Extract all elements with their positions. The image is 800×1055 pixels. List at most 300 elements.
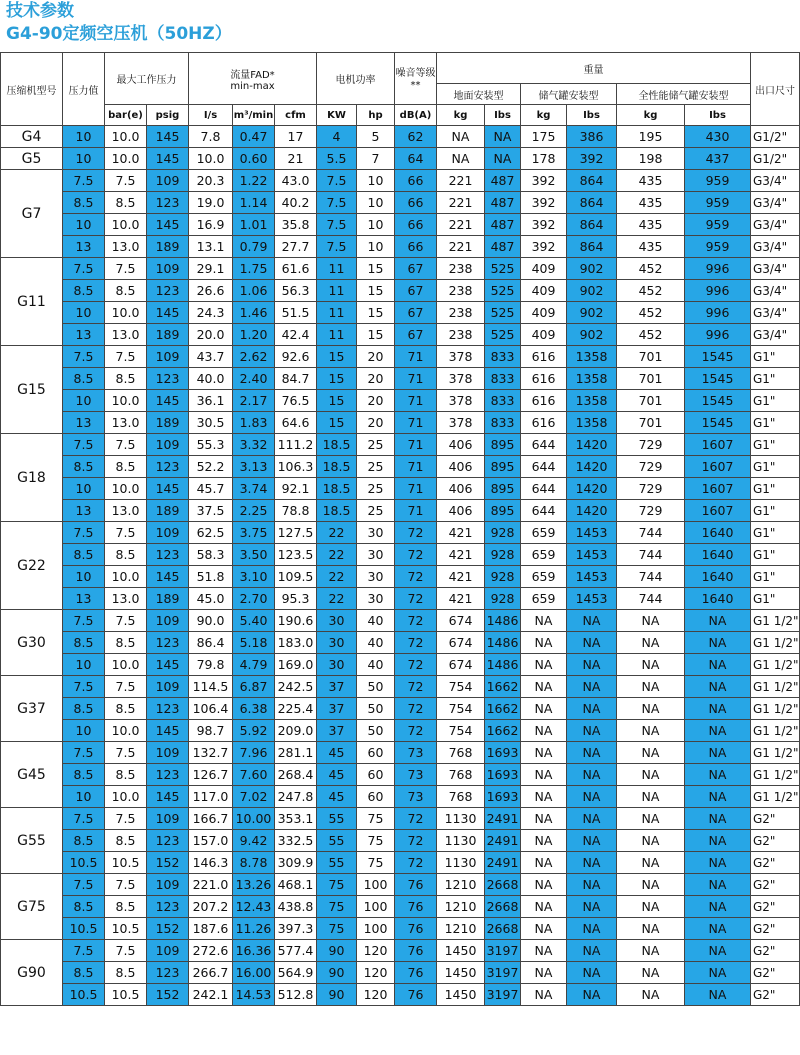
table-row xyxy=(1,434,800,456)
cell-m3: 0.47 xyxy=(233,126,275,148)
cell-hp: 25 xyxy=(357,500,395,522)
cell-outlet: G1 1/2" xyxy=(751,764,800,786)
cell-bar: 7.5 xyxy=(105,676,147,698)
cell-kg-ground: 406 xyxy=(437,478,485,500)
cell-pressure: 7.5 xyxy=(63,346,105,368)
table-row xyxy=(1,258,800,280)
cell-lbs-ground: 1486 xyxy=(485,610,521,632)
cell-kg-full: 729 xyxy=(617,478,685,500)
cell-kg-tank: NA xyxy=(521,852,567,874)
cell-bar: 7.5 xyxy=(105,434,147,456)
cell-kg-full: 701 xyxy=(617,368,685,390)
cell-ls: 40.0 xyxy=(189,368,233,390)
cell-bar: 8.5 xyxy=(105,764,147,786)
cell-db: 72 xyxy=(395,808,437,830)
cell-bar: 13.0 xyxy=(105,324,147,346)
cell-ls: 24.3 xyxy=(189,302,233,324)
cell-lbs-ground: 895 xyxy=(485,434,521,456)
table-row xyxy=(1,896,800,918)
cell-hp: 10 xyxy=(357,236,395,258)
cell-kg-ground: 406 xyxy=(437,456,485,478)
cell-lbs-tank: NA xyxy=(567,676,617,698)
cell-lbs-tank: NA xyxy=(567,918,617,940)
model-cell: G90 xyxy=(1,940,63,1006)
cell-lbs-ground: 833 xyxy=(485,390,521,412)
table-row xyxy=(1,742,800,764)
cell-kg-ground: 768 xyxy=(437,764,485,786)
cell-db: 71 xyxy=(395,434,437,456)
cell-lbs-full: NA xyxy=(685,808,751,830)
cell-ls: 26.6 xyxy=(189,280,233,302)
cell-cfm: 225.4 xyxy=(275,698,317,720)
cell-kg-full: NA xyxy=(617,940,685,962)
cell-ls: 10.0 xyxy=(189,148,233,170)
cell-pressure: 8.5 xyxy=(63,280,105,302)
cell-psig: 123 xyxy=(147,280,189,302)
cell-hp: 20 xyxy=(357,346,395,368)
cell-lbs-full: 1545 xyxy=(685,368,751,390)
noise-note: ** xyxy=(410,79,421,91)
cell-lbs-ground: 833 xyxy=(485,368,521,390)
cell-lbs-full: NA xyxy=(685,720,751,742)
cell-lbs-tank: 1358 xyxy=(567,390,617,412)
cell-db: 73 xyxy=(395,786,437,808)
cell-pressure: 8.5 xyxy=(63,698,105,720)
cell-kw: 37 xyxy=(317,720,357,742)
table-row xyxy=(1,720,800,742)
cell-lbs-tank: 392 xyxy=(567,148,617,170)
header-fad xyxy=(189,53,317,105)
cell-outlet: G1" xyxy=(751,346,800,368)
cell-hp: 15 xyxy=(357,324,395,346)
cell-hp: 75 xyxy=(357,830,395,852)
cell-m3: 1.01 xyxy=(233,214,275,236)
cell-pressure: 10 xyxy=(63,126,105,148)
cell-ls: 207.2 xyxy=(189,896,233,918)
table-row xyxy=(1,764,800,786)
cell-kg-ground: 421 xyxy=(437,566,485,588)
fad-range: min-max xyxy=(230,80,275,92)
cell-outlet: G1" xyxy=(751,566,800,588)
cell-kg-ground: 674 xyxy=(437,632,485,654)
cell-m3: 1.83 xyxy=(233,412,275,434)
model-cell: G55 xyxy=(1,808,63,874)
header-pressure: 压力值 xyxy=(63,53,105,126)
cell-kg-full: NA xyxy=(617,720,685,742)
table-row xyxy=(1,962,800,984)
fad-label: 流量FAD* xyxy=(230,69,275,81)
cell-psig: 123 xyxy=(147,764,189,786)
cell-bar: 10.0 xyxy=(105,566,147,588)
cell-kg-tank: 409 xyxy=(521,302,567,324)
table-row xyxy=(1,192,800,214)
cell-kg-ground: 421 xyxy=(437,522,485,544)
cell-psig: 123 xyxy=(147,962,189,984)
cell-kw: 7.5 xyxy=(317,236,357,258)
cell-hp: 50 xyxy=(357,720,395,742)
cell-kg-tank: NA xyxy=(521,654,567,676)
cell-lbs-ground: 895 xyxy=(485,478,521,500)
cell-lbs-full: NA xyxy=(685,984,751,1006)
cell-db: 76 xyxy=(395,918,437,940)
cell-pressure: 7.5 xyxy=(63,610,105,632)
cell-ls: 16.9 xyxy=(189,214,233,236)
cell-db: 72 xyxy=(395,654,437,676)
header-max-pressure: 最大工作压力 xyxy=(105,53,189,105)
cell-kg-ground: 406 xyxy=(437,434,485,456)
cell-lbs-full: NA xyxy=(685,786,751,808)
cell-lbs-ground: 2491 xyxy=(485,852,521,874)
cell-bar: 10.0 xyxy=(105,478,147,500)
cell-outlet: G3/4" xyxy=(751,236,800,258)
cell-bar: 7.5 xyxy=(105,258,147,280)
cell-lbs-tank: 1453 xyxy=(567,544,617,566)
cell-lbs-full: 1607 xyxy=(685,478,751,500)
cell-kg-ground: 754 xyxy=(437,698,485,720)
cell-kg-ground: 378 xyxy=(437,368,485,390)
cell-cfm: 127.5 xyxy=(275,522,317,544)
cell-kw: 7.5 xyxy=(317,214,357,236)
cell-lbs-full: NA xyxy=(685,896,751,918)
cell-pressure: 10 xyxy=(63,302,105,324)
cell-cfm: 35.8 xyxy=(275,214,317,236)
cell-lbs-tank: 1420 xyxy=(567,434,617,456)
cell-cfm: 242.5 xyxy=(275,676,317,698)
header-fullfeature: 全性能储气罐安装型 xyxy=(617,84,751,105)
cell-pressure: 10 xyxy=(63,786,105,808)
cell-m3: 2.70 xyxy=(233,588,275,610)
cell-kg-tank: 644 xyxy=(521,456,567,478)
cell-lbs-tank: 1358 xyxy=(567,368,617,390)
cell-psig: 189 xyxy=(147,324,189,346)
cell-lbs-tank: 864 xyxy=(567,192,617,214)
cell-lbs-tank: NA xyxy=(567,808,617,830)
cell-hp: 15 xyxy=(357,302,395,324)
table-row xyxy=(1,478,800,500)
cell-kg-full: NA xyxy=(617,830,685,852)
cell-kg-tank: NA xyxy=(521,632,567,654)
cell-kg-tank: 616 xyxy=(521,412,567,434)
cell-m3: 11.26 xyxy=(233,918,275,940)
cell-hp: 10 xyxy=(357,170,395,192)
cell-cfm: 190.6 xyxy=(275,610,317,632)
cell-m3: 9.42 xyxy=(233,830,275,852)
cell-lbs-ground: 2668 xyxy=(485,918,521,940)
cell-kg-full: 729 xyxy=(617,500,685,522)
cell-outlet: G3/4" xyxy=(751,214,800,236)
cell-bar: 13.0 xyxy=(105,412,147,434)
cell-kg-full: NA xyxy=(617,764,685,786)
cell-kg-full: NA xyxy=(617,896,685,918)
cell-lbs-full: 430 xyxy=(685,126,751,148)
cell-lbs-tank: 386 xyxy=(567,126,617,148)
cell-kw: 45 xyxy=(317,764,357,786)
cell-cfm: 123.5 xyxy=(275,544,317,566)
cell-pressure: 8.5 xyxy=(63,896,105,918)
cell-outlet: G2" xyxy=(751,984,800,1006)
cell-db: 71 xyxy=(395,478,437,500)
cell-kg-ground: 238 xyxy=(437,324,485,346)
cell-hp: 30 xyxy=(357,588,395,610)
cell-bar: 7.5 xyxy=(105,742,147,764)
cell-bar: 10.0 xyxy=(105,214,147,236)
cell-hp: 15 xyxy=(357,258,395,280)
cell-lbs-ground: 1486 xyxy=(485,654,521,676)
model-cell: G30 xyxy=(1,610,63,676)
model-cell: G22 xyxy=(1,522,63,610)
cell-outlet: G1 1/2" xyxy=(751,632,800,654)
table-row xyxy=(1,940,800,962)
cell-kg-tank: 659 xyxy=(521,566,567,588)
cell-psig: 123 xyxy=(147,830,189,852)
cell-kw: 5.5 xyxy=(317,148,357,170)
cell-cfm: 61.6 xyxy=(275,258,317,280)
cell-psig: 109 xyxy=(147,874,189,896)
cell-hp: 10 xyxy=(357,192,395,214)
cell-pressure: 7.5 xyxy=(63,742,105,764)
cell-ls: 20.3 xyxy=(189,170,233,192)
cell-kg-ground: 221 xyxy=(437,214,485,236)
cell-hp: 100 xyxy=(357,896,395,918)
cell-m3: 5.40 xyxy=(233,610,275,632)
cell-outlet: G3/4" xyxy=(751,192,800,214)
cell-kg-full: 435 xyxy=(617,192,685,214)
cell-m3: 3.13 xyxy=(233,456,275,478)
cell-db: 66 xyxy=(395,236,437,258)
cell-lbs-full: 959 xyxy=(685,236,751,258)
cell-kw: 18.5 xyxy=(317,434,357,456)
cell-kw: 75 xyxy=(317,918,357,940)
cell-lbs-full: NA xyxy=(685,918,751,940)
cell-cfm: 468.1 xyxy=(275,874,317,896)
cell-outlet: G2" xyxy=(751,962,800,984)
cell-outlet: G1" xyxy=(751,478,800,500)
cell-lbs-full: 996 xyxy=(685,324,751,346)
cell-cfm: 106.3 xyxy=(275,456,317,478)
cell-kg-tank: NA xyxy=(521,962,567,984)
cell-kg-full: NA xyxy=(617,676,685,698)
cell-kg-full: NA xyxy=(617,918,685,940)
cell-kg-full: 452 xyxy=(617,324,685,346)
cell-cfm: 268.4 xyxy=(275,764,317,786)
cell-lbs-ground: 928 xyxy=(485,588,521,610)
cell-kw: 18.5 xyxy=(317,478,357,500)
cell-lbs-full: NA xyxy=(685,632,751,654)
cell-kw: 22 xyxy=(317,566,357,588)
cell-outlet: G2" xyxy=(751,940,800,962)
cell-kg-tank: 644 xyxy=(521,434,567,456)
cell-db: 72 xyxy=(395,544,437,566)
cell-kg-ground: 768 xyxy=(437,742,485,764)
header-tank: 储气罐安装型 xyxy=(521,84,617,105)
cell-bar: 10.0 xyxy=(105,302,147,324)
cell-ls: 30.5 xyxy=(189,412,233,434)
cell-kw: 15 xyxy=(317,390,357,412)
cell-pressure: 8.5 xyxy=(63,368,105,390)
table-row xyxy=(1,302,800,324)
cell-hp: 10 xyxy=(357,214,395,236)
cell-hp: 20 xyxy=(357,368,395,390)
cell-pressure: 13 xyxy=(63,500,105,522)
table-row xyxy=(1,984,800,1006)
cell-db: 72 xyxy=(395,720,437,742)
cell-lbs-full: NA xyxy=(685,852,751,874)
table-row xyxy=(1,412,800,434)
cell-lbs-ground: 833 xyxy=(485,346,521,368)
cell-lbs-full: 996 xyxy=(685,280,751,302)
cell-kg-tank: 175 xyxy=(521,126,567,148)
cell-ls: 266.7 xyxy=(189,962,233,984)
cell-ls: 36.1 xyxy=(189,390,233,412)
cell-pressure: 10 xyxy=(63,720,105,742)
cell-ls: 98.7 xyxy=(189,720,233,742)
cell-kg-ground: 754 xyxy=(437,720,485,742)
unit-kg-ground: kg xyxy=(437,105,485,126)
cell-kg-tank: NA xyxy=(521,786,567,808)
cell-outlet: G2" xyxy=(751,852,800,874)
cell-pressure: 10.5 xyxy=(63,984,105,1006)
cell-cfm: 92.6 xyxy=(275,346,317,368)
cell-lbs-full: NA xyxy=(685,874,751,896)
cell-pressure: 7.5 xyxy=(63,170,105,192)
cell-kw: 11 xyxy=(317,302,357,324)
cell-outlet: G1" xyxy=(751,544,800,566)
cell-cfm: 78.8 xyxy=(275,500,317,522)
table-row xyxy=(1,610,800,632)
cell-kg-full: 198 xyxy=(617,148,685,170)
cell-cfm: 309.9 xyxy=(275,852,317,874)
cell-outlet: G3/4" xyxy=(751,280,800,302)
section-title: 技术参数 xyxy=(6,1,74,21)
cell-pressure: 13 xyxy=(63,588,105,610)
cell-kg-tank: NA xyxy=(521,808,567,830)
cell-lbs-full: NA xyxy=(685,940,751,962)
cell-pressure: 10 xyxy=(63,478,105,500)
cell-lbs-ground: 1662 xyxy=(485,720,521,742)
cell-bar: 10.0 xyxy=(105,390,147,412)
cell-outlet: G3/4" xyxy=(751,324,800,346)
unit-ls: I/s xyxy=(189,105,233,126)
unit-lbs-tank: Ibs xyxy=(567,105,617,126)
cell-bar: 7.5 xyxy=(105,874,147,896)
cell-kg-tank: NA xyxy=(521,698,567,720)
cell-ls: 132.7 xyxy=(189,742,233,764)
cell-ls: 117.0 xyxy=(189,786,233,808)
header-model: 压缩机型号 xyxy=(1,53,63,126)
cell-lbs-tank: 1358 xyxy=(567,412,617,434)
cell-hp: 15 xyxy=(357,280,395,302)
cell-cfm: 56.3 xyxy=(275,280,317,302)
cell-lbs-ground: 928 xyxy=(485,566,521,588)
unit-bar: bar(e) xyxy=(105,105,147,126)
cell-lbs-ground: 2491 xyxy=(485,830,521,852)
table-row xyxy=(1,170,800,192)
cell-kg-full: 701 xyxy=(617,346,685,368)
table-row xyxy=(1,852,800,874)
unit-cfm: cfm xyxy=(275,105,317,126)
cell-hp: 30 xyxy=(357,544,395,566)
cell-m3: 16.00 xyxy=(233,962,275,984)
cell-pressure: 7.5 xyxy=(63,940,105,962)
cell-ls: 146.3 xyxy=(189,852,233,874)
cell-lbs-ground: 525 xyxy=(485,258,521,280)
cell-psig: 109 xyxy=(147,808,189,830)
cell-lbs-tank: 1420 xyxy=(567,456,617,478)
cell-psig: 189 xyxy=(147,588,189,610)
cell-kg-ground: NA xyxy=(437,148,485,170)
cell-kg-full: NA xyxy=(617,654,685,676)
cell-lbs-full: NA xyxy=(685,676,751,698)
unit-psig: psig xyxy=(147,105,189,126)
cell-kg-ground: 1210 xyxy=(437,918,485,940)
cell-cfm: 76.5 xyxy=(275,390,317,412)
cell-m3: 10.00 xyxy=(233,808,275,830)
cell-cfm: 95.3 xyxy=(275,588,317,610)
cell-lbs-tank: NA xyxy=(567,764,617,786)
cell-pressure: 8.5 xyxy=(63,962,105,984)
cell-ls: 52.2 xyxy=(189,456,233,478)
cell-ls: 90.0 xyxy=(189,610,233,632)
cell-psig: 145 xyxy=(147,302,189,324)
cell-pressure: 10.5 xyxy=(63,918,105,940)
cell-bar: 8.5 xyxy=(105,544,147,566)
cell-ls: 45.7 xyxy=(189,478,233,500)
cell-lbs-tank: NA xyxy=(567,654,617,676)
cell-kw: 18.5 xyxy=(317,500,357,522)
cell-outlet: G1" xyxy=(751,500,800,522)
cell-pressure: 8.5 xyxy=(63,632,105,654)
model-cell: G37 xyxy=(1,676,63,742)
cell-kg-ground: 221 xyxy=(437,170,485,192)
cell-hp: 25 xyxy=(357,456,395,478)
cell-lbs-tank: NA xyxy=(567,610,617,632)
cell-kg-ground: 421 xyxy=(437,544,485,566)
cell-cfm: 209.0 xyxy=(275,720,317,742)
table-row xyxy=(1,280,800,302)
cell-bar: 7.5 xyxy=(105,808,147,830)
cell-kg-ground: 238 xyxy=(437,302,485,324)
cell-pressure: 13 xyxy=(63,236,105,258)
cell-pressure: 7.5 xyxy=(63,434,105,456)
cell-lbs-full: 1607 xyxy=(685,500,751,522)
cell-lbs-tank: NA xyxy=(567,698,617,720)
cell-lbs-tank: 902 xyxy=(567,280,617,302)
cell-lbs-full: 437 xyxy=(685,148,751,170)
cell-kg-ground: 1130 xyxy=(437,808,485,830)
cell-bar: 13.0 xyxy=(105,236,147,258)
cell-cfm: 353.1 xyxy=(275,808,317,830)
cell-pressure: 13 xyxy=(63,324,105,346)
cell-lbs-ground: 833 xyxy=(485,412,521,434)
cell-kw: 11 xyxy=(317,324,357,346)
header-outlet: 出口尺寸 xyxy=(751,53,800,126)
cell-m3: 0.60 xyxy=(233,148,275,170)
cell-psig: 109 xyxy=(147,434,189,456)
cell-ls: 79.8 xyxy=(189,654,233,676)
cell-psig: 123 xyxy=(147,368,189,390)
cell-lbs-full: NA xyxy=(685,698,751,720)
cell-kg-tank: 409 xyxy=(521,258,567,280)
cell-db: 72 xyxy=(395,588,437,610)
cell-m3: 3.74 xyxy=(233,478,275,500)
cell-kg-full: 435 xyxy=(617,170,685,192)
cell-psig: 109 xyxy=(147,346,189,368)
model-cell: G15 xyxy=(1,346,63,434)
unit-lbs-full: Ibs xyxy=(685,105,751,126)
cell-kg-tank: 409 xyxy=(521,324,567,346)
cell-lbs-ground: 3197 xyxy=(485,984,521,1006)
cell-kg-ground: 674 xyxy=(437,610,485,632)
